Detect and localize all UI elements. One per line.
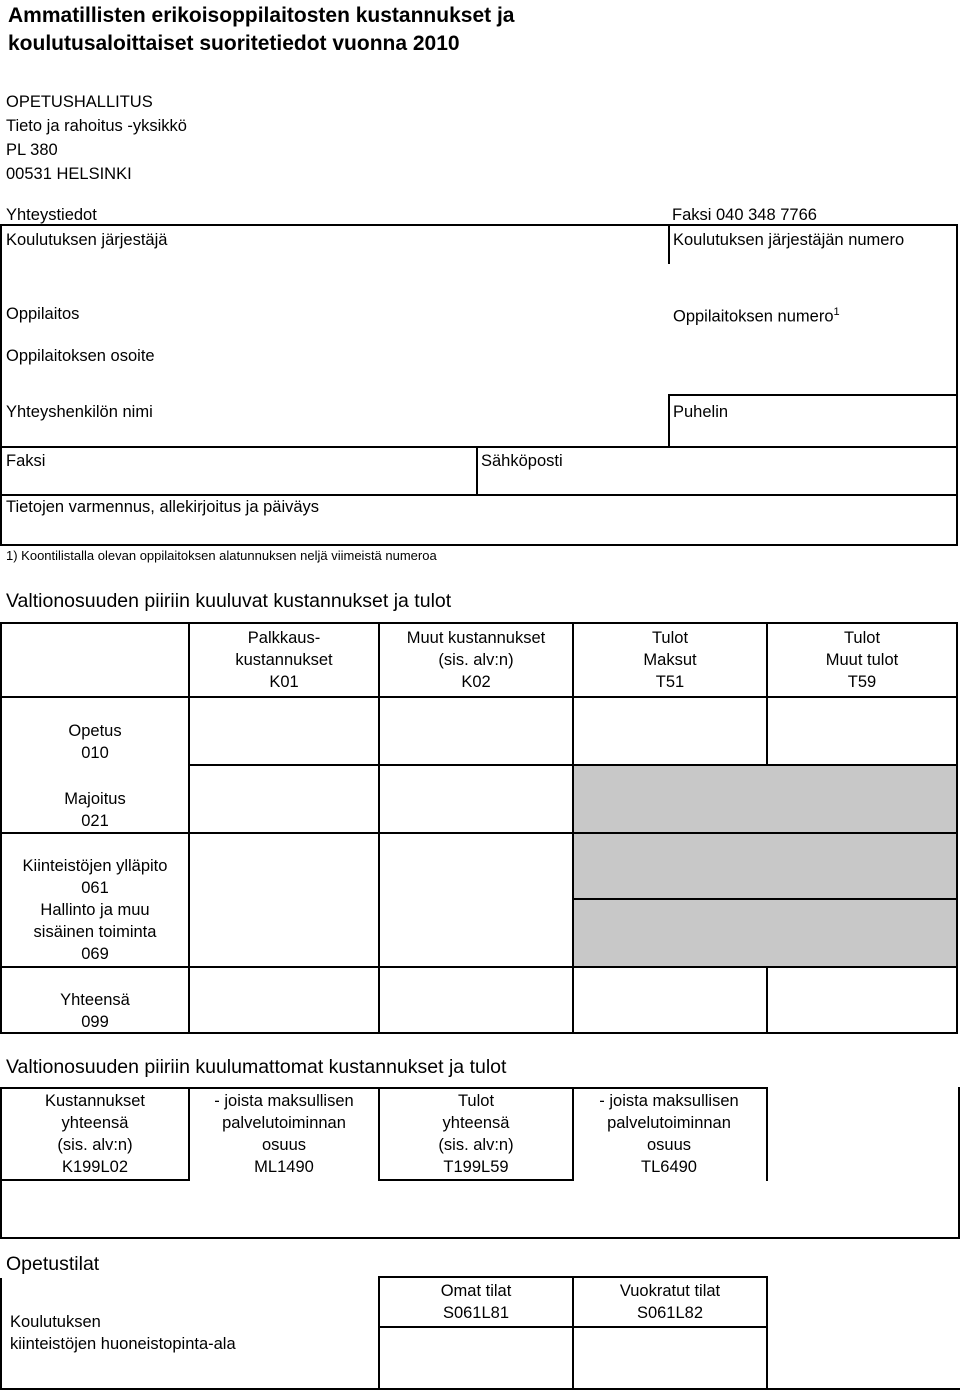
col-header-t59: Tulot Muut tulot T59	[766, 622, 958, 698]
section1-title: Valtionosuuden piiriin kuuluvat kustannukset ja tulot	[6, 590, 452, 612]
cell-021-k01[interactable]	[188, 764, 380, 834]
row-label-majoitus: Majoitus 021	[64, 790, 126, 830]
section3-title: Opetustilat	[6, 1253, 100, 1275]
cell-021-disabled	[572, 764, 958, 834]
row-label-yhteensa: Yhteensä 099	[60, 991, 130, 1031]
contact-heading: Yhteystiedot	[6, 206, 97, 224]
col-t199l59[interactable]: Tulot yhteensä (sis. alv:n) T199L59	[378, 1087, 574, 1181]
fax-label: Faksi	[6, 452, 46, 470]
col-ml1490: - joista maksullisen palvelutoiminnan osuus ML1490	[214, 1092, 354, 1176]
col-tl6490: - joista maksullisen palvelutoiminnan osuus TL6490	[599, 1092, 739, 1176]
phone-label: Puhelin	[673, 403, 729, 421]
col-header-k02: Muut kustannukset (sis. alv:n) K02	[378, 622, 574, 698]
section2-title: Valtionosuuden piiriin kuulumattomat kustannukset ja tulot	[6, 1056, 507, 1078]
verification-label: Tietojen varmennus, allekirjoitus ja päiväys	[6, 498, 320, 516]
page-title: Ammatillisten erikoisoppilaitosten kustannukset ja koulutusaloittaiset suoritetiedot vuonna 2010	[8, 4, 515, 55]
cell-010-t51[interactable]	[572, 698, 768, 766]
cell-061-k01[interactable]	[188, 832, 380, 968]
section1-corner	[0, 622, 190, 698]
col-header-k01: Palkkaus- kustannukset K01	[188, 622, 380, 698]
institution-label: Oppilaitos	[6, 305, 80, 323]
cell-021-k02[interactable]	[378, 764, 574, 834]
institution-address-label: Oppilaitoksen osoite	[6, 347, 155, 365]
cell-s061l82[interactable]	[572, 1326, 768, 1390]
email-label: Sähköposti	[481, 452, 563, 470]
cell-s061l81[interactable]	[378, 1326, 574, 1390]
col-header-s061l81: Omat tilat S061L81	[378, 1276, 574, 1328]
organizer-label: Koulutuksen järjestäjä	[6, 231, 168, 249]
cell-069-disabled	[572, 898, 958, 968]
cell-010-k02[interactable]	[378, 698, 574, 766]
institution-number-label: Oppilaitoksen numero$^1$	[673, 306, 840, 326]
col-header-s061l82: Vuokratut tilat S061L82	[572, 1276, 768, 1328]
recipient-address: OPETUSHALLITUS Tieto ja rahoitus -yksikkö PL 380 00531 HELSINKI	[6, 93, 187, 183]
row-label-opetus: Opetus 010	[68, 722, 122, 762]
fax-number: Faksi 040 348 7766	[672, 206, 817, 224]
cell-010-t59[interactable]	[766, 698, 958, 766]
cell-061-k02[interactable]	[378, 832, 574, 968]
cell-010-k01[interactable]	[188, 698, 380, 766]
row-label-kiinteistot: Kiinteistöjen ylläpito 061 Hallinto ja muu sisäinen toiminta 069	[22, 857, 168, 963]
contact-person-label: Yhteyshenkilön nimi	[6, 403, 153, 421]
col-header-t51: Tulot Maksut T51	[572, 622, 768, 698]
cell-061-disabled	[572, 832, 958, 900]
floor-area-label: Koulutuksen kiinteistöjen huoneistopinta-ala	[10, 1313, 236, 1353]
organizer-number-label: Koulutuksen järjestäjän numero	[673, 231, 905, 249]
footnote: 1) Koontilistalla olevan oppilaitoksen alatunnuksen neljä viimeistä numeroa	[6, 548, 437, 563]
col-k199l02[interactable]: Kustannukset yhteensä (sis. alv:n) K199L02	[0, 1087, 190, 1181]
